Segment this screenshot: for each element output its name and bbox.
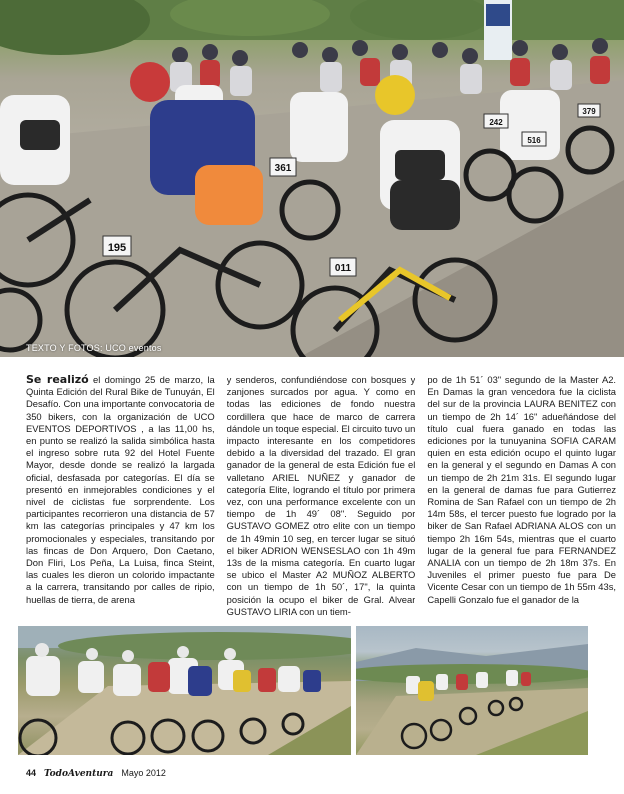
bib-number: 361 xyxy=(274,163,292,174)
issue-date: Mayo 2012 xyxy=(121,768,166,778)
bib-number: 516 xyxy=(527,136,541,145)
photo-credit-caption: TEXTO Y FOTOS: UCO eventos xyxy=(26,343,162,353)
page-footer xyxy=(26,768,166,779)
bib-number: 011 xyxy=(334,263,352,274)
column-text: po de 1h 51´ 03" segundo de la Master A2. En Damas la gran vencedora fue la ciclista del sur de la provincia LAURA BENITEZ con un tiempo de 2h 14´ 16" adueñándose del título cual fuera ganado en todas las ediciones por la tunuyanina SOFIA CARAM quien en esta edición ocupo el quinto lugar en la general y el segundo en Damas A con un tiempo de 2h 21m 31s. El segundo lugar en la general de damas fue para Gutierrez Romina de San Rafael con un tiempo de 2h 14m 58s, el tercer puesto fue logrado por la biker de San Rafael ADRIANA ALOS con un tiempo 2h 16m 54s, mientras que el cuarto lugar de la general fue para FERNANDEZ ANALIA con un tiempo de 2h 18m 37s. En Juveniles el primer puesto fue para De Vicente Cesar con un tiempo de 1h 55m 43s, Capelli Gonzalo fue el ganador de la xyxy=(427,374,617,605)
column-text: el domingo 25 de marzo, la Quinta Edición del Rural Bike de Tunuyán, El Desafío. Con una importante convocatoria de 350 bikers, con la organización de UCO EVENTOS DEPORTIVOS , a las 11,00 hs, en punto se realizó la salida simbólica hasta el ingreso sobre ruta 92 del Hotel Fuente Mayor, desde donde se realizó la largada oficial, desfasada por categorías. El día se presentó en inmejorables condiciones y el nivel de ciclistas fue sorprendente. Los participantes recorrieron una distancia de 57 km las categorías principales y 47 km los promocionales y especiales, transitando por las fincas de Don Arquero, Don Caetano, Don Fliri, Los Peña, La Luisa, finca Steint, las cuales les dieron un colorido impactante a la carrera, transitando por calles de ripio, huellas de tierra, de arena xyxy=(26,374,215,605)
bib-number: 242 xyxy=(489,118,503,127)
bib-number: 379 xyxy=(582,107,596,116)
riders-distance-illustration xyxy=(356,626,588,755)
bib-number: 195 xyxy=(107,242,127,254)
magazine-name: TodoAventura xyxy=(44,769,114,779)
article-body xyxy=(26,374,616,616)
race-photo-left xyxy=(18,626,351,755)
article-column-1 xyxy=(26,374,215,616)
race-photo-right xyxy=(356,626,588,755)
riders-on-dirt-road-illustration xyxy=(18,626,351,755)
article-column-2 xyxy=(227,374,416,616)
lead-word: Se realizó xyxy=(26,374,89,386)
hero-photo xyxy=(0,0,624,357)
article-column-3 xyxy=(427,374,616,616)
cyclists-crowd-illustration xyxy=(0,0,624,357)
page-number: 44 xyxy=(26,768,37,778)
column-text: y senderos, confundiéndose con bosques y zanjones surcados por agua. Y como en todas las ediciones de fondo nuestra cordillera que hace de marco de carrera dándole un toque especial. El circuito tuvo un impacto interesante en los competidores debido a la diversidad del trazado. El gran ganador de la general de esta Edición fue el valletano ARIEL NUÑEZ y ganador de categoría Elite, logrando el título por primera vez, con una performance excelente con un tiempo de 1h 49´ 08". Seguido por GUSTAVO GOMEZ otro elite con un tiempo de 1h 49min 10 seg, en tercer lugar se situó el biker ADRION WENSESLAO con 1h 49m 13s de la misma categoría. En cuarto lugar se ubico el Master A2 MUÑOZ ALBERTO con un tiempo de 1h 50´, 17", la quinta posición la ocupo el biker de Gral. Alvear GUSTAVO LIRIA con un tiem- xyxy=(226,374,416,616)
